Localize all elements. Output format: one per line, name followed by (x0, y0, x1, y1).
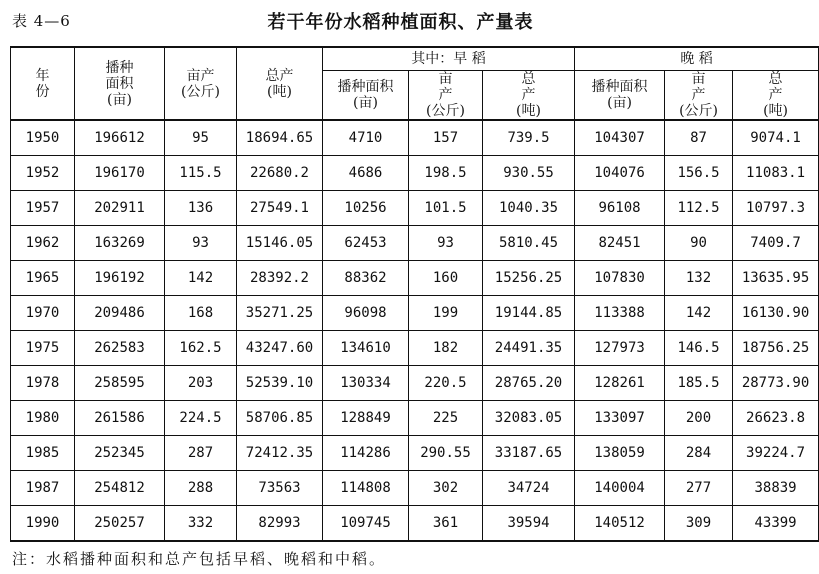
cell-late-total: 28773.90 (733, 366, 819, 401)
header-early-area-label: 播种面积 (亩) (337, 79, 394, 111)
cell-late-yield: 112.5 (665, 191, 733, 226)
cell-yield: 287 (165, 436, 237, 471)
cell-total: 43247.60 (237, 331, 323, 366)
cell-yield: 203 (165, 366, 237, 401)
header-yield (165, 47, 237, 120)
cell-yield: 136 (165, 191, 237, 226)
header-yield-label: 亩产 (公斤) (181, 67, 220, 100)
header-late-area (575, 71, 665, 121)
cell-early-area: 134610 (323, 331, 409, 366)
header-early-yield (409, 71, 483, 121)
cell-area: 258595 (75, 366, 165, 401)
cell-late-area: 127973 (575, 331, 665, 366)
cell-early-yield: 220.5 (409, 366, 483, 401)
cell-area: 262583 (75, 331, 165, 366)
cell-area: 196170 (75, 156, 165, 191)
cell-late-total: 10797.3 (733, 191, 819, 226)
cell-early-total: 19144.85 (483, 296, 575, 331)
cell-area: 202911 (75, 191, 165, 226)
cell-year: 1978 (11, 366, 75, 401)
table-row (11, 226, 819, 261)
table-row (11, 401, 819, 436)
cell-yield: 168 (165, 296, 237, 331)
cell-total: 35271.25 (237, 296, 323, 331)
cell-early-yield: 93 (409, 226, 483, 261)
header-year-label: 年 份 (35, 67, 50, 100)
cell-year: 1962 (11, 226, 75, 261)
cell-yield: 93 (165, 226, 237, 261)
cell-early-area: 10256 (323, 191, 409, 226)
cell-early-yield: 290.55 (409, 436, 483, 471)
table-row (11, 156, 819, 191)
table-row (11, 506, 819, 542)
cell-early-area: 128849 (323, 401, 409, 436)
cell-late-yield: 277 (665, 471, 733, 506)
table-row (11, 191, 819, 226)
cell-area: 250257 (75, 506, 165, 542)
cell-year: 1965 (11, 261, 75, 296)
cell-year: 1950 (11, 120, 75, 156)
cell-late-yield: 284 (665, 436, 733, 471)
cell-total: 52539.10 (237, 366, 323, 401)
cell-total: 82993 (237, 506, 323, 542)
cell-area: 196192 (75, 261, 165, 296)
header-early-total (483, 71, 575, 121)
table-row (11, 120, 819, 156)
header-total (237, 47, 323, 120)
header-year (11, 47, 75, 120)
cell-early-area: 109745 (323, 506, 409, 542)
cell-yield: 332 (165, 506, 237, 542)
cell-year: 1980 (11, 401, 75, 436)
cell-late-yield: 185.5 (665, 366, 733, 401)
cell-early-yield: 225 (409, 401, 483, 436)
cell-late-total: 9074.1 (733, 120, 819, 156)
cell-total: 22680.2 (237, 156, 323, 191)
header-early-rice (323, 47, 575, 71)
cell-late-area: 82451 (575, 226, 665, 261)
cell-total: 27549.1 (237, 191, 323, 226)
cell-area: 261586 (75, 401, 165, 436)
cell-early-total: 39594 (483, 506, 575, 542)
cell-yield: 142 (165, 261, 237, 296)
cell-yield: 95 (165, 120, 237, 156)
cell-late-total: 7409.7 (733, 226, 819, 261)
cell-early-area: 88362 (323, 261, 409, 296)
cell-late-area: 140512 (575, 506, 665, 542)
cell-late-total: 26623.8 (733, 401, 819, 436)
header-late-total-label: 总 产 (吨) (763, 71, 789, 119)
header-early-total-label: 总 产 (吨) (516, 71, 541, 119)
cell-late-yield: 142 (665, 296, 733, 331)
cell-early-area: 114808 (323, 471, 409, 506)
cell-late-area: 138059 (575, 436, 665, 471)
cell-early-area: 130334 (323, 366, 409, 401)
table-row (11, 261, 819, 296)
cell-total: 73563 (237, 471, 323, 506)
cell-year: 1957 (11, 191, 75, 226)
cell-early-total: 32083.05 (483, 401, 575, 436)
cell-total: 28392.2 (237, 261, 323, 296)
header-area-label: 播种 面积 (亩) (105, 59, 134, 108)
cell-area: 209486 (75, 296, 165, 331)
cell-year: 1952 (11, 156, 75, 191)
cell-year: 1970 (11, 296, 75, 331)
cell-early-area: 114286 (323, 436, 409, 471)
header-area (75, 47, 165, 120)
cell-late-total: 43399 (733, 506, 819, 542)
rice-production-table (10, 46, 819, 542)
cell-total: 72412.35 (237, 436, 323, 471)
cell-early-total: 24491.35 (483, 331, 575, 366)
cell-year: 1975 (11, 331, 75, 366)
cell-area: 254812 (75, 471, 165, 506)
cell-early-yield: 101.5 (409, 191, 483, 226)
header-total-label: 总产 (吨) (265, 67, 294, 100)
table-title: 若干年份水稻种植面积、产量表 (267, 12, 534, 33)
cell-late-yield: 90 (665, 226, 733, 261)
cell-early-total: 5810.45 (483, 226, 575, 261)
cell-early-yield: 199 (409, 296, 483, 331)
cell-early-total: 28765.20 (483, 366, 575, 401)
cell-early-total: 1040.35 (483, 191, 575, 226)
header-late-yield-label: 亩 产 (公斤) (679, 71, 718, 119)
cell-late-yield: 146.5 (665, 331, 733, 366)
cell-total: 58706.85 (237, 401, 323, 436)
cell-yield: 224.5 (165, 401, 237, 436)
cell-late-total: 13635.95 (733, 261, 819, 296)
table-row (11, 331, 819, 366)
cell-year: 1987 (11, 471, 75, 506)
cell-late-area: 104076 (575, 156, 665, 191)
cell-early-total: 34724 (483, 471, 575, 506)
cell-late-total: 16130.90 (733, 296, 819, 331)
cell-late-area: 96108 (575, 191, 665, 226)
cell-late-total: 38839 (733, 471, 819, 506)
cell-late-total: 39224.7 (733, 436, 819, 471)
cell-late-area: 113388 (575, 296, 665, 331)
cell-year: 1990 (11, 506, 75, 542)
cell-late-yield: 132 (665, 261, 733, 296)
cell-early-area: 96098 (323, 296, 409, 331)
header-late-total (733, 71, 819, 121)
cell-yield: 288 (165, 471, 237, 506)
cell-early-total: 33187.65 (483, 436, 575, 471)
cell-total: 15146.05 (237, 226, 323, 261)
header-early-rice-label: 其中：早 稻 (411, 51, 486, 67)
table-row (11, 471, 819, 506)
cell-early-yield: 160 (409, 261, 483, 296)
header-late-area-label: 播种面积 (亩) (591, 79, 648, 111)
table-row (11, 296, 819, 331)
cell-early-total: 15256.25 (483, 261, 575, 296)
cell-late-yield: 309 (665, 506, 733, 542)
cell-year: 1985 (11, 436, 75, 471)
cell-late-yield: 87 (665, 120, 733, 156)
cell-area: 163269 (75, 226, 165, 261)
cell-early-area: 4710 (323, 120, 409, 156)
table-row (11, 366, 819, 401)
table-footnote: 注：水稻播种面积和总产包括早稻、晚稻和中稻。 (12, 550, 387, 568)
table-row (11, 436, 819, 471)
header-early-area (323, 71, 409, 121)
cell-yield: 162.5 (165, 331, 237, 366)
cell-late-total: 18756.25 (733, 331, 819, 366)
cell-late-area: 104307 (575, 120, 665, 156)
cell-total: 18694.65 (237, 120, 323, 156)
cell-early-yield: 361 (409, 506, 483, 542)
cell-early-total: 739.5 (483, 120, 575, 156)
cell-early-area: 4686 (323, 156, 409, 191)
table-body (11, 120, 819, 541)
cell-early-yield: 302 (409, 471, 483, 506)
cell-early-yield: 198.5 (409, 156, 483, 191)
header-late-rice (575, 47, 819, 71)
cell-early-total: 930.55 (483, 156, 575, 191)
cell-late-area: 128261 (575, 366, 665, 401)
cell-yield: 115.5 (165, 156, 237, 191)
cell-late-area: 140004 (575, 471, 665, 506)
cell-late-yield: 200 (665, 401, 733, 436)
cell-area: 252345 (75, 436, 165, 471)
cell-late-area: 107830 (575, 261, 665, 296)
cell-late-yield: 156.5 (665, 156, 733, 191)
header-early-yield-label: 亩 产 (公斤) (426, 71, 465, 119)
header-late-rice-label: 晚 稻 (680, 51, 713, 67)
cell-early-yield: 157 (409, 120, 483, 156)
cell-early-area: 62453 (323, 226, 409, 261)
cell-late-area: 133097 (575, 401, 665, 436)
table-caption: 表 4—6 (12, 12, 71, 30)
header-late-yield (665, 71, 733, 121)
cell-area: 196612 (75, 120, 165, 156)
cell-late-total: 11083.1 (733, 156, 819, 191)
cell-early-yield: 182 (409, 331, 483, 366)
